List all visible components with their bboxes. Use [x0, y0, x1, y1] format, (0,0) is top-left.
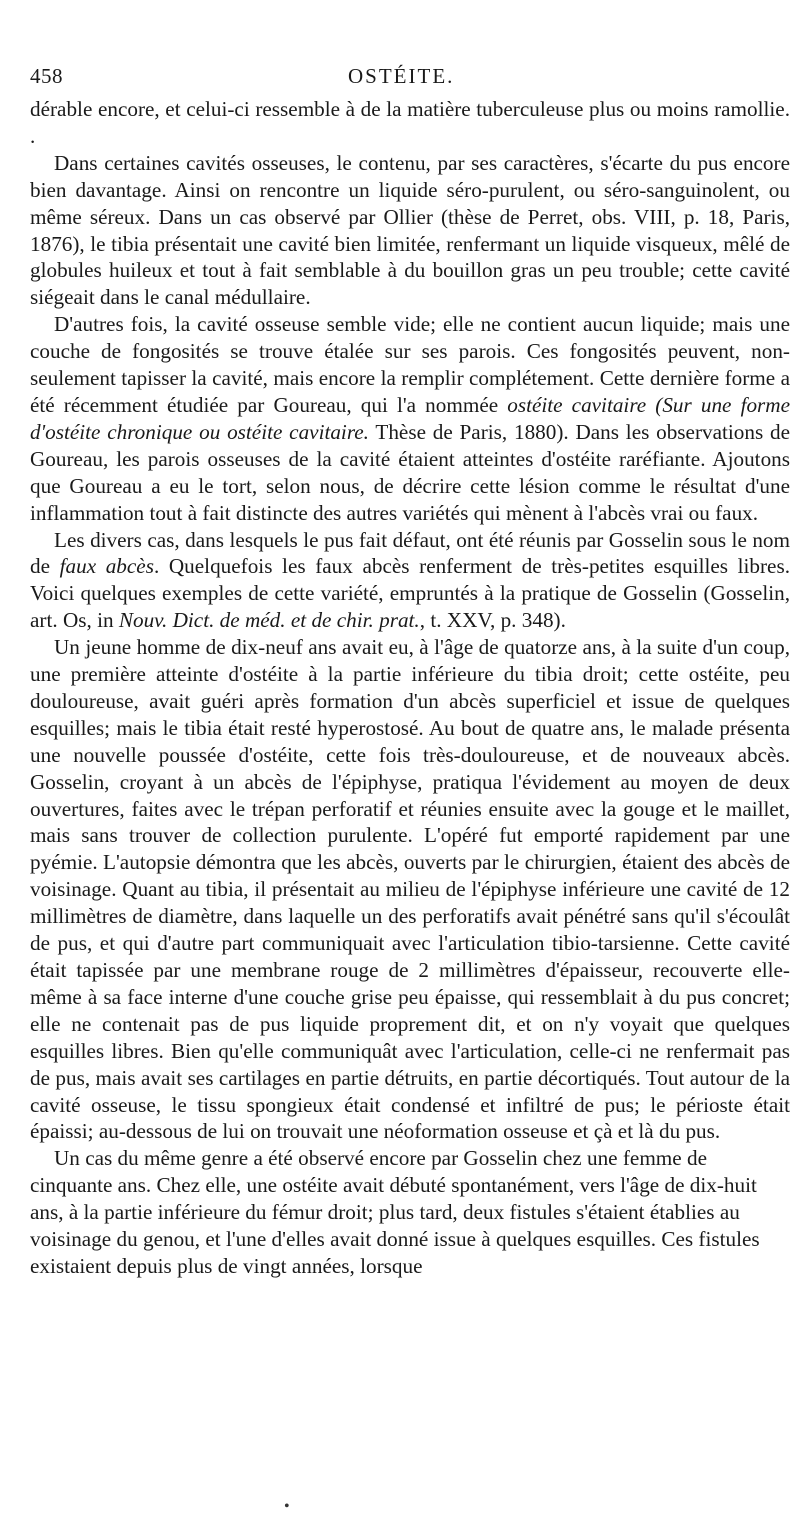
paragraph	[30, 96, 790, 150]
text-run: dérable encore, et celui-ci ressemble à de la matière tuberculeuse plus ou moins ramollie. .	[30, 97, 790, 148]
footer-mark: •	[284, 1498, 290, 1515]
text-run: D'autres fois, la cavité osseuse semble vide; elle ne contient aucun liquide; mais une couche de fongosités se trouve étalée sur ses parois. Ces fongosités peuvent, non-seulement tapisser la cavité, mais encore la remplir complétement. Cette dernière forme a été récemment étudiée par Goureau, qui l'a nommée	[30, 312, 790, 417]
running-title: OSTÉITE.	[348, 64, 455, 88]
running-header	[30, 64, 790, 96]
text-run: Les divers cas, dans lesquels le pus fait défaut, ont été réunis par Gosselin sous le nom de	[30, 527, 790, 579]
text-run: . Quelquefois les faux abcès renferment de très-petites esquilles libres. Voici quelques exemples de cette variété, empruntés à la pratique de Gosselin (Gosselin, art. Os, in	[30, 554, 790, 633]
italic-text-run: Nouv. Dict. de méd. et de chir. prat.	[118, 608, 420, 633]
book-page	[30, 64, 790, 1280]
page-number: 458	[30, 64, 63, 88]
italic-text-run: ostéite cavitaire (Sur une forme d'ostéite chronique ou ostéite cavitaire.	[30, 392, 790, 444]
text-run: Dans certaines cavités osseuses, le contenu, par ses caractères, s'écarte du pus encore bien davantage. Ainsi on rencontre un liquide séro-purulent, ou séro-sanguinolent, ou même séreux. Dans un cas observé par Ollier (thèse de Perret, obs. VIII, p. 18, Paris, 1876), le tibia présentait une cavité bien limitée, renfermant un liquide visqueux, mêlé de globules huileux et tout à fait semblable à du bouillon gras un peu trouble; cette cavité siégeait dans le canal médullaire.	[30, 150, 790, 310]
text-run: Thèse de Paris, 1880). Dans les observations de Goureau, les parois osseuses de la cavité étaient atteintes d'ostéite raréfiante. Ajoutons que Goureau a eu le tort, selon nous, de décrire cette lésion comme le résultat d'une inflammation tout à fait distincte des autres variétés qui mènent à l'abcès vrai ou faux.	[30, 419, 790, 525]
text-run: Un cas du même genre a été observé encore par Gosselin chez une femme de cinquante ans. Chez elle, une ostéite avait débuté spontanément, vers l'âge de dix-huit ans, à la partie inférieure du fémur droit; plus tard, deux fistules s'étaient établies au voisinage du genou, et l'une d'elles avait donné issue à quelques esquilles. Ces fistules existaient depuis plus de vingt années, lorsque	[30, 1146, 760, 1278]
paragraph	[30, 634, 790, 1145]
paragraph	[30, 150, 790, 311]
paragraph	[30, 527, 790, 635]
text-run: Un jeune homme de dix-neuf ans avait eu, à l'âge de quatorze ans, à la suite d'un coup, une première atteinte d'ostéite à la partie inférieure du tibia droit; cette ostéite, peu douloureuse, avait guéri après formation d'un abcès superficiel et issue de quelques esquilles; mais le tibia était resté hyperostosé. Au bout de quatre ans, le malade présenta une nouvelle poussée d'ostéite, cette fois très-douloureuse, et de nouveaux abcès. Gosselin, croyant à un abcès de l'épiphyse, pratiqua l'évidement au moyen de deux ouvertures, faites avec le trépan perforatif et réunies ensuite avec la gouge et le maillet, mais sans trouver de collection purulente. L'opéré fut emporté rapidement par une pyémie. L'autopsie démontra que les abcès, ouverts par le chirurgien, étaient des abcès de voisinage. Quant au tibia, il présentait au milieu de l'épiphyse inférieure une cavité de 12 millimètres de diamètre, dans laquelle un des perforatifs avait pénétré sans qu'il s'écoulât de pus, et qui d'autre part communiquait avec l'articulation tibio-tarsienne. Cette cavité était tapissée par une membrane rouge de 2 millimètres d'épaisseur, recouverte elle-même à sa face interne d'une couche grise peu épaisse, qui ressemblait à du pus concret; elle ne contenait pas de pus liquide proprement dit, et on n'y voyait que quelques esquilles libres. Bien qu'elle communiquât avec l'articulation, celle-ci ne renfermait pas de pus, mais avait ses cartilages en partie détruits, en partie décortiqués. Tout autour de la cavité osseuse, le tissu spongieux était condensé et infiltré de pus; le périoste était épaissi; au-dessous de lui on trouvait une néoformation osseuse et çà et là du pus.	[30, 635, 790, 1144]
paragraph	[30, 1145, 790, 1280]
italic-text-run: faux abcès	[59, 554, 154, 579]
body-text	[30, 96, 790, 1280]
paragraph	[30, 311, 790, 526]
text-run: , t. XXV, p. 348).	[419, 608, 566, 633]
